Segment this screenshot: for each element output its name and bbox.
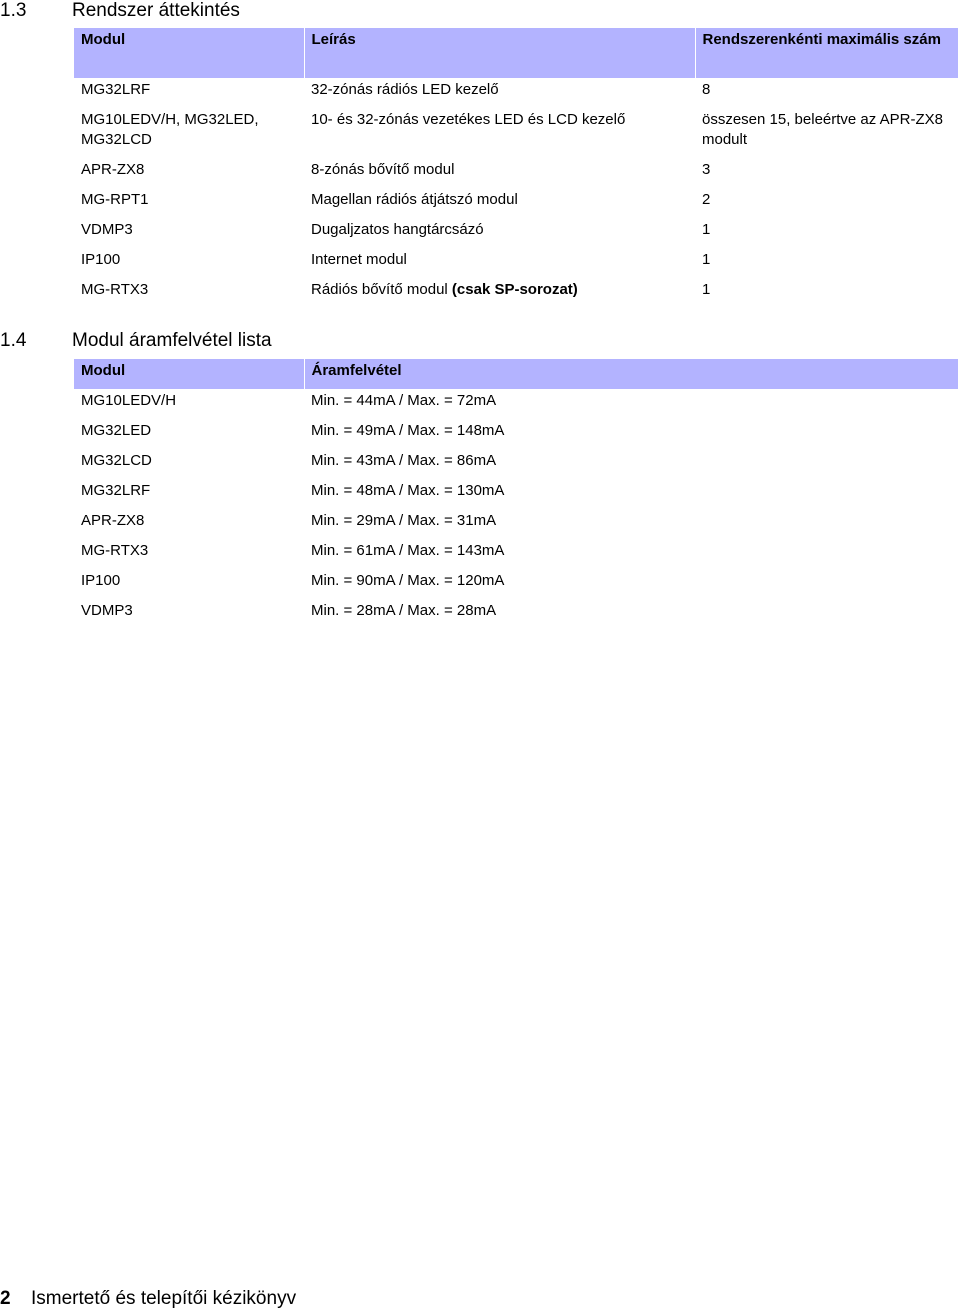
table-row [74,599,958,629]
module-cell: MG-RTX3 [81,542,149,559]
table-row [74,78,958,108]
module-cell: MG32LCD [81,452,152,469]
table-row [74,158,958,188]
max-cell: 1 [702,221,711,238]
system-overview-table [74,28,958,308]
module-cell: VDMP3 [81,602,133,619]
module-cell: IP100 [81,572,121,589]
table-row [74,278,958,308]
section-title: Modul áramfelvétel lista [72,330,272,351]
header-module: Modul [74,28,304,78]
table-header-row [74,28,958,78]
header-description: Leírás [304,28,695,78]
description-cell: Dugaljzatos hangtárcsázó [311,221,484,238]
section-title: Rendszer áttekintés [72,0,240,21]
module-cell: APR-ZX8 [81,161,145,178]
table-row [74,449,958,479]
page-footer [0,1288,296,1310]
module-cell: MG32LED [81,422,152,439]
current-cell: Min. = 44mA / Max. = 72mA [311,392,497,409]
max-cell: 8 [702,81,711,98]
current-cell: Min. = 90mA / Max. = 120mA [311,572,505,589]
module-cell: MG10LEDV/H [81,392,177,409]
current-cell: Min. = 43mA / Max. = 86mA [311,452,497,469]
section-heading-1-4 [0,330,272,352]
current-cell: Min. = 49mA / Max. = 148mA [311,422,505,439]
description-cell: Magellan rádiós átjátszó modul [311,191,518,208]
section-number: 1.3 [0,0,27,21]
description-cell: 32-zónás rádiós LED kezelő [311,81,499,98]
header-max-count: Rendszerenkénti maximális szám [695,28,958,78]
section-heading-1-3 [0,0,240,22]
page-number: 2 [0,1288,11,1309]
module-cell: MG10LEDV/H, MG32LED, MG32LCD [81,111,259,148]
module-cell: APR-ZX8 [81,512,145,529]
description-text: Rádiós bővítő modul [311,281,452,298]
current-cell: Min. = 29mA / Max. = 31mA [311,512,497,529]
table-row [74,539,958,569]
table-row [74,389,958,419]
current-cell: Min. = 61mA / Max. = 143mA [311,542,505,559]
max-cell: 2 [702,191,711,208]
max-cell: 3 [702,161,711,178]
module-cell: MG32LRF [81,482,151,499]
table-row [74,248,958,278]
module-cell: MG-RTX3 [81,281,149,298]
table-row [74,479,958,509]
table-row [74,569,958,599]
module-cell: MG32LRF [81,81,151,98]
current-cell: Min. = 28mA / Max. = 28mA [311,602,497,619]
description-cell [304,278,695,308]
max-cell: összesen 15, beleértve az APR-ZX8 modult [702,111,943,148]
description-cell: 10- és 32-zónás vezetékes LED és LCD kezelő [311,111,626,128]
max-cell: 1 [702,251,711,268]
header-module: Modul [74,359,304,389]
description-emphasis: (csak SP-sorozat) [451,281,578,298]
table-row [74,188,958,218]
table-header-row [74,359,958,389]
module-cell: IP100 [81,251,121,268]
description-cell: Internet modul [311,251,407,268]
current-cell: Min. = 48mA / Max. = 130mA [311,482,505,499]
table-row [74,419,958,449]
max-cell: 1 [702,281,711,298]
table-row [74,509,958,539]
current-consumption-table [74,359,958,629]
section-number: 1.4 [0,330,27,351]
module-cell: VDMP3 [81,221,133,238]
description-cell: 8-zónás bővítő modul [311,161,455,178]
table-row [74,108,958,158]
table-row [74,218,958,248]
module-cell: MG-RPT1 [81,191,149,208]
footer-title: Ismertető és telepítői kézikönyv [31,1288,297,1309]
header-current: Áramfelvétel [304,359,958,389]
